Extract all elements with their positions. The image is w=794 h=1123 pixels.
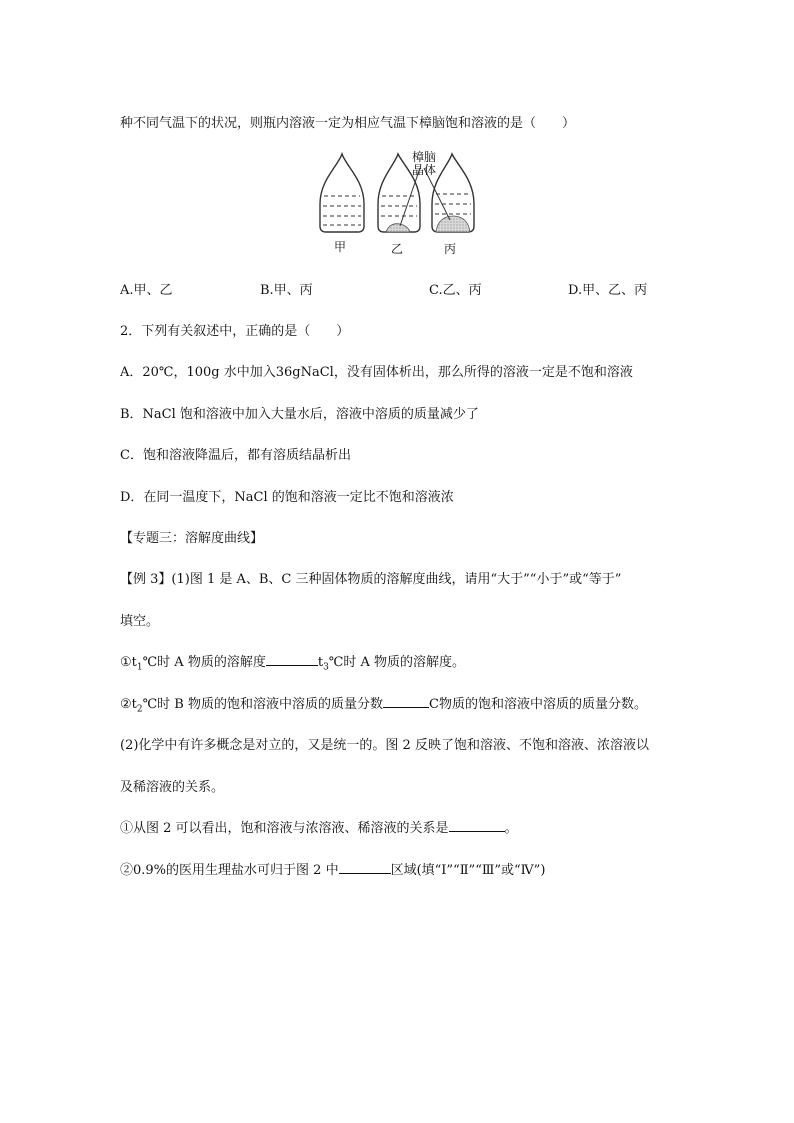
answer-blank-4[interactable] — [339, 861, 391, 874]
example3-part2-item2: ②0.9%的医用生理盐水可归于图 2 中 区域(填“Ⅰ”“Ⅱ”“Ⅲ”或“Ⅳ”) — [120, 863, 546, 878]
q1-option-b: B.甲、丙 — [260, 283, 313, 298]
q2-option-d: D．在同一温度下，NaCl 的饱和溶液一定比不饱和溶液浓 — [120, 490, 454, 505]
bottle-bing — [432, 154, 474, 232]
q2-option-a: A．20℃，100g 水中加入36gNaCl，没有固体析出，那么所得的溶液一定是不饱和溶液 — [120, 365, 633, 380]
example3-item1: $①t_1℃$时 A 物质的溶解度 $t_3℃$时 A 物质的溶解度。 — [120, 655, 465, 673]
answer-blank-2[interactable] — [383, 695, 429, 708]
crystal-label-line2: 晶体 — [412, 163, 437, 177]
q2-option-b: B．NaCl 饱和溶液中加入大量水后，溶液中溶质的质量减少了 — [120, 407, 479, 422]
example3-line2: 填空。 — [120, 614, 160, 629]
q1-option-d: D.甲、乙、丙 — [568, 283, 648, 298]
example3-part2-line2: 及稀溶液的关系。 — [120, 780, 225, 795]
q1-stem-tail: 种不同气温下的状况，则瓶内溶液一定为相应气温下樟脑饱和溶液的是（ ） — [120, 116, 576, 131]
bottle-jia — [320, 154, 364, 232]
example3-line1: 【例 3】(1)图 1 是 A、B、C 三种固体物质的溶解度曲线，请用“大于”“小于”或“等于” — [120, 572, 622, 587]
bottles-figure — [312, 146, 488, 258]
q2-stem: 2．下列有关叙述中，正确的是（ ） — [120, 324, 350, 339]
topic3-heading: 【专题三：溶解度曲线】 — [120, 531, 264, 546]
crystal-label-line1: 樟脑 — [412, 150, 437, 164]
answer-blank-1[interactable] — [266, 653, 318, 666]
q2-option-c: C．饱和溶液降温后，都有溶质结晶析出 — [120, 448, 351, 463]
bottle-label-bing: 丙 — [444, 242, 457, 256]
answer-blank-3[interactable] — [449, 819, 505, 832]
q1-option-a: A.甲、乙 — [120, 283, 173, 298]
example3-item2: $②t_2℃$时 B 物质的饱和溶液中溶质的质量分数 C物质的饱和溶液中溶质的质量分数。 — [120, 697, 647, 715]
bottle-label-jia: 甲 — [334, 240, 347, 254]
bottle-label-yi: 乙 — [391, 242, 404, 256]
example3-part2-line1: (2)化学中有许多概念是对立的，又是统一的。图 2 反映了饱和溶液、不饱和溶液、浓溶液以 — [120, 738, 649, 753]
q1-option-c: C.乙、丙 — [429, 283, 482, 298]
example3-part2-item1: ①从图 2 可以看出，饱和溶液与浓溶液、稀溶液的关系是 。 — [120, 821, 518, 836]
